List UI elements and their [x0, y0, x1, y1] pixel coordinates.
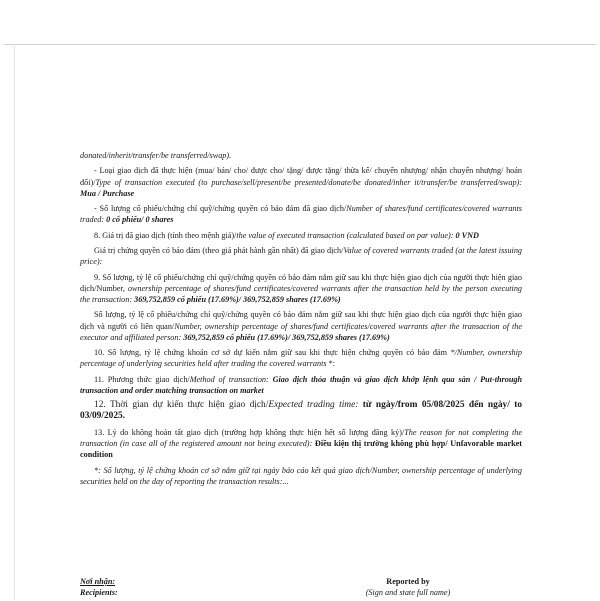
signature-footer — [80, 577, 522, 601]
reported-by-label: Reported by — [386, 577, 430, 586]
paragraph-12-time: 12. Thời gian dự kiến thực hiện giao dịch/Expected trading time: từ ngày/from 05/08/2025 đến ngày/ to 03/09/2025. — [80, 400, 523, 422]
paragraph-9-holdings: 9. Số lượng, tỷ lệ cổ phiếu/chứng chỉ quỹ/chứng quyền có bảo đảm nắm giữ sau khi thực hiện giao dịch của người thực hiện giao dịch/Number, ownership percentage of shares/fund certificates/covered warrants after the transaction held by the person executing the transaction: 369,752,859 cổ phiếu (17.69%)/ 369,752,859 shares (17.69%) — [80, 272, 523, 304]
paragraph-8-value: 8. Giá trị đã giao dịch (tính theo mệnh giá)/the value of executed transaction (calculated based on par value): 0 VND — [94, 230, 479, 240]
paragraph-warrant-value: Giá trị chứng quyền có bảo đảm (theo giá phát hành gần nhất) đã giao dịch/Value of covered warrants traded (at the latest issuing price): — [80, 246, 523, 267]
paragraph-holdings-affiliated: Số lượng, tỷ lệ cổ phiếu/chứng chỉ quỹ/chứng quyền có bảo đảm nắm giữ sau khi thực hiện giao dịch của người thực hiện giao dịch và người có liên quan/Number, ownership percentage of shares/fund certificates/covered warrants after the transaction of the executor and affiliated person: 369,752,859 cổ phiếu (17.69%)/ 369,752,859 shares (17.69%) — [80, 310, 522, 342]
recipients-label-en: Recipients: — [80, 587, 118, 597]
scan-left-edge — [14, 44, 15, 600]
paragraph-transaction-type: - Loại giao dịch đã thực hiện (mua/ bán/ cho/ được cho/ tặng/ được tặng/ thừa kế/ chuyển nhượng/ nhận chuyển nhượng/ hoán đổi)/Type of transaction executed (to purchase/sell/present/be presented/donate/be donated/inher it/transfer/be transferred/swap): Mua / Purchase — [80, 166, 522, 198]
reporter-block — [328, 577, 488, 598]
paragraph-13-reason: 13. Lý do không hoàn tất giao dịch (trường hợp không thực hiện hết số lượng đăng ký)/The reason for not completing the transaction (in case all of the registered amount not being executed): Điều kiện thị trường không phù hợp/ Unfavorable market condition — [80, 427, 523, 460]
paragraph-footnote: *: Số lượng, tỷ lệ chứng khoán cơ sở nắm giữ tại ngày báo cáo kết quả giao dịch/Number, ownership percentage of underlying securities held on the day of reporting the transaction results:... — [80, 465, 522, 486]
paragraph-10-underlying: 10. Số lượng, tỷ lệ chứng khoán cơ sở dự kiến nắm giữ sau khi thực hiện chứng quyền có bảo đảm */Number, ownership percentage of underlying securities held after trading the covered warrants *: — [80, 348, 522, 369]
paragraph-shares-traded: - Số lượng cổ phiếu/chứng chỉ quỹ/chứng quyền có bảo đảm đã giao dịch/Number of shares/fund certificates/covered warrants traded: 0 cổ phiếu/ 0 shares — [80, 204, 522, 225]
scan-top-edge — [4, 44, 596, 45]
recipients-label-vn: Nơi nhận: — [80, 577, 116, 586]
sign-instruction: (Sign and state full name) — [365, 587, 451, 597]
recipients-block — [80, 577, 118, 598]
paragraph-11-method: 11. Phương thức giao dịch/Method of transaction: Giao dịch thỏa thuận và giao dịch khớp lệnh qua sàn / Put-through transaction and order matching transaction on market — [80, 374, 523, 395]
paragraph-0: donated/inherit/transfer/be transferred/swap). — [80, 151, 232, 160]
document-body — [80, 150, 522, 491]
